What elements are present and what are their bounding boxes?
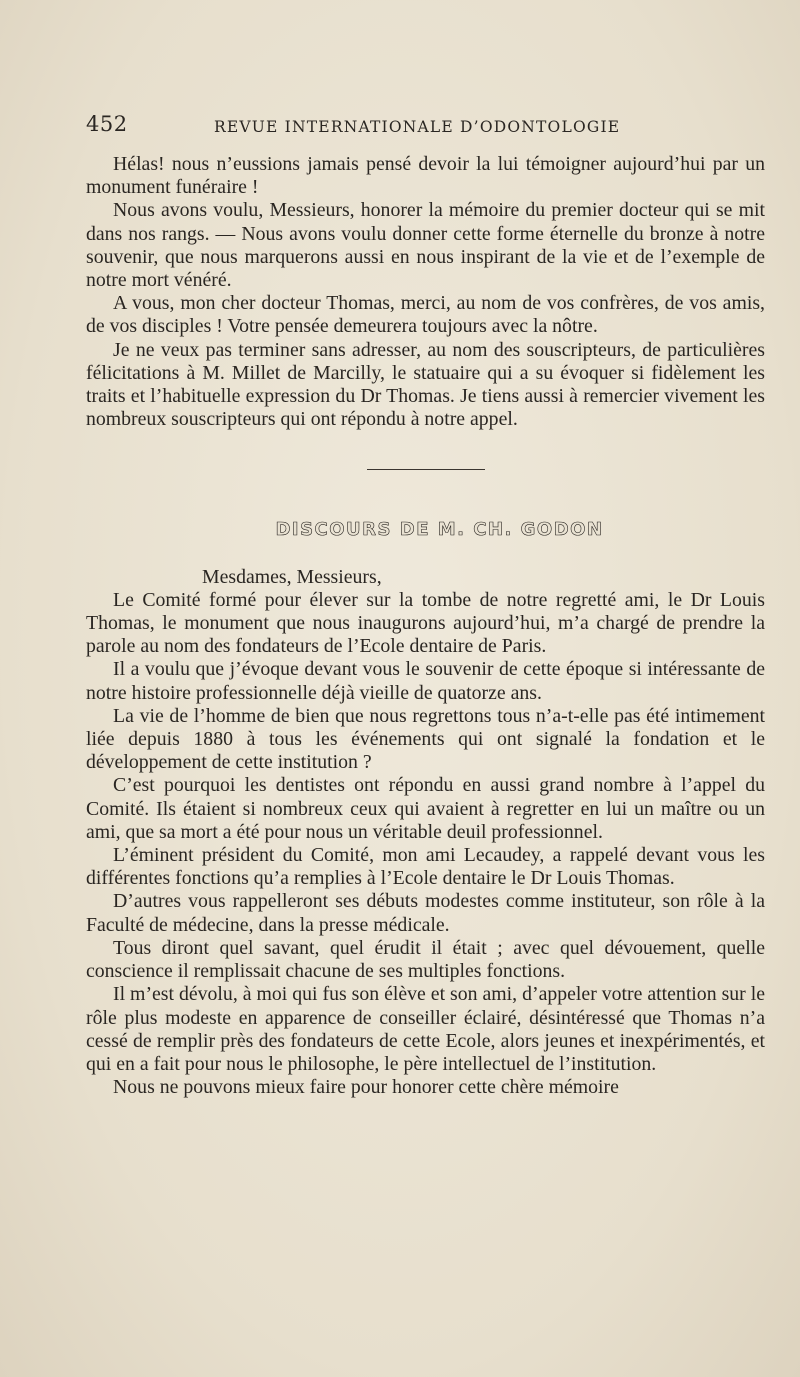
page-number: 452	[86, 112, 128, 136]
running-title: REVUE INTERNATIONALE D’ODONTOLOGIE	[214, 118, 621, 136]
paragraph: Je ne veux pas terminer sans adresser, au nom des souscripteurs, de particulières félicitations à M. Millet de Marcilly, le statuaire qui a su évoquer si fidèlement les traits et l’habituelle expression du Dr Thomas. Je tiens aussi à remercier vivement les nombreux souscripteurs qui ont répondu à notre appel.	[86, 338, 765, 431]
paragraph-last: Nous ne pouvons mieux faire pour honorer cette chère mémoire	[113, 1076, 619, 1099]
paragraph: A vous, mon cher docteur Thomas, merci, au nom de vos confrères, de vos amis, de vos disciples ! Votre pensée demeurera toujours avec la nôtre.	[86, 292, 765, 338]
section-title-text: DISCOURS DE M. CH. GODON	[275, 519, 604, 541]
paragraph: L’éminent président du Comité, mon ami Lecaudey, a rappelé devant vous les différentes fonctions qu’a remplies à l’Ecole dentaire le Dr Louis Thomas.	[86, 844, 765, 890]
section-divider	[367, 469, 485, 470]
body-text	[86, 153, 765, 1099]
paragraph: Hélas! nous n’eussions jamais pensé devoir la lui témoigner aujourd’hui par un monument funéraire !	[86, 153, 765, 199]
paragraph: C’est pourquoi les dentistes ont répondu en aussi grand nombre à l’appel du Comité. Ils étaient si nombreux ceux qui avaient à regretter en lui un maître ou un ami, que sa mort a été pour nous un véritable deuil professionnel.	[86, 774, 765, 843]
paragraph: Le Comité formé pour élever sur la tombe de notre regretté ami, le Dr Louis Thomas, le monument que nous inaugurons aujourd’hui, m’a chargé de prendre la parole au nom des fondateurs de l’Ecole dentaire de Paris.	[86, 588, 765, 658]
paragraph: Nous avons voulu, Messieurs, honorer la mémoire du premier docteur qui se mit dans nos rangs. — Nous avons voulu donner cette forme éternelle du bronze à notre souvenir, que nous marquerons aussi en nous inspirant de la vie et de l’exemple de notre mort vénéré.	[86, 199, 765, 292]
page-header	[86, 112, 766, 142]
paragraph: D’autres vous rappelleront ses débuts modestes comme instituteur, son rôle à la Faculté de médecine, dans la presse médicale.	[86, 890, 765, 936]
paragraph: Il m’est dévolu, à moi qui fus son élève et son ami, d’appeler votre attention sur le rôle plus modeste en apparence de conseiller éclairé, désintéressé que Thomas n’a cessé de remplir près des fondateurs de cette Ecole, alors jeunes et inexpérimentés, et qui en a fait pour nous le philosophe, le père intellectuel de l’institution.	[86, 983, 765, 1075]
paragraph: Il a voulu que j’évoque devant vous le souvenir de cette époque si intéressante de notre histoire professionnelle déjà vieille de quatorze ans.	[86, 658, 765, 704]
section-title	[100, 518, 779, 541]
paragraph: La vie de l’homme de bien que nous regrettons tous n’a-t-elle pas été intimement liée depuis 1880 à tous les événements qui ont signalé la fondation et le développement de cette institution ?	[86, 704, 765, 774]
paragraph: Tous diront quel savant, quel érudit il était ; avec quel dévouement, quelle conscience il remplissait chacune de ses multiples fonctions.	[86, 936, 765, 983]
salutation: Mesdames, Messieurs,	[202, 565, 382, 588]
